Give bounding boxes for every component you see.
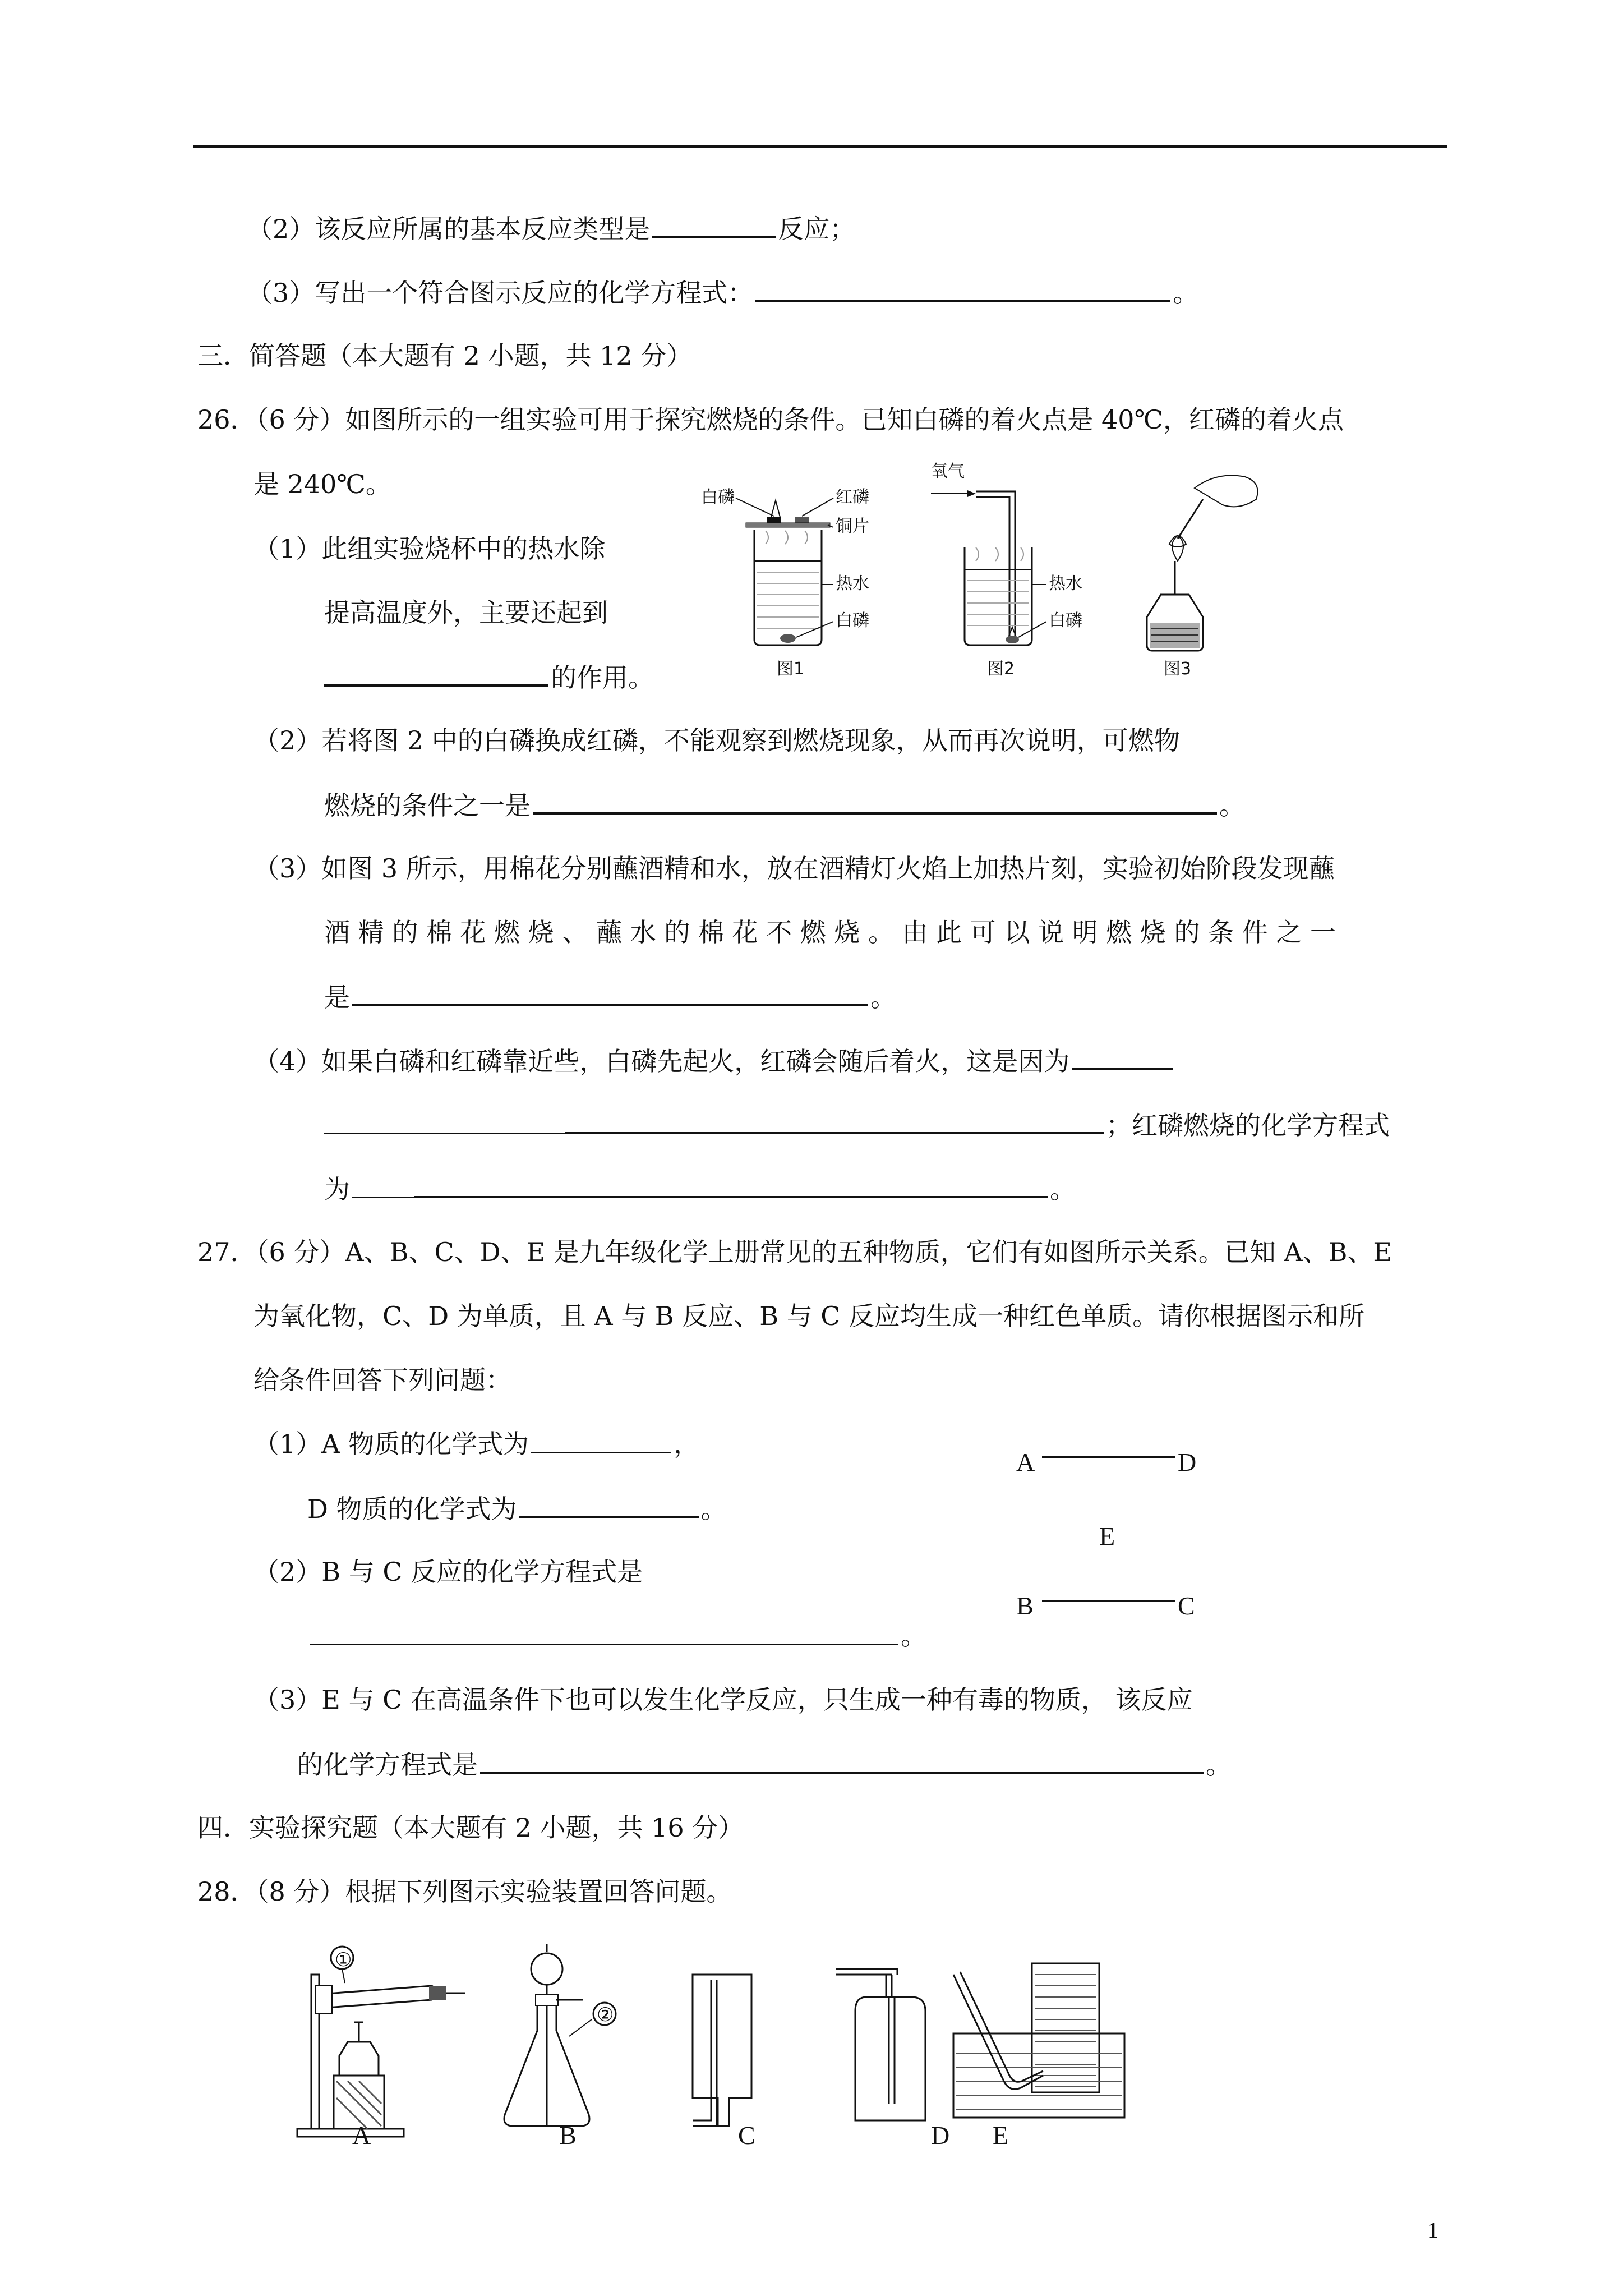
fig2-label-hot-water: 热水 [1049, 574, 1082, 593]
q27-stem-line2: 为氧化物，C、D 为单质，且 A 与 B 反应、B 与 C 反应均生成一种红色单质。请你根据图示和所 [253, 1301, 1365, 1331]
q27-part3-line2: 的化学方程式是 。 [297, 1747, 1232, 1782]
q26-stem-line1: 26．（6 分）如图所示的一组实验可用于探究燃烧的条件。已知白磷的着火点是 40℃，红磷的着火点 [197, 404, 1344, 435]
apparatus-label-a: A [352, 2121, 371, 2148]
apparatus-c [693, 1975, 751, 2126]
fig2-label-white-phosphorus: 白磷 [1049, 611, 1082, 631]
relation-edge-a-d [1042, 1456, 1175, 1458]
q27-stem-line3: 给条件回答下列问题： [253, 1365, 511, 1395]
fig1-label-red-phosphorus: 红磷 [836, 487, 869, 507]
apparatus-b [504, 1944, 616, 2126]
answer-blank[interactable] [1072, 1043, 1173, 1070]
answer-blank[interactable] [565, 1107, 1104, 1134]
apparatus-d [836, 1969, 925, 2120]
figure-2 [931, 462, 1082, 679]
answer-blank[interactable] [531, 1427, 671, 1453]
q26-part2-line2: 燃烧的条件之一是 。 [324, 788, 1245, 822]
answer-blank[interactable] [533, 788, 1217, 815]
fig1-label-white-phosphorus: 白磷 [701, 487, 735, 507]
q26-part2-line1: （2）若将图 2 中的白磷换成红磷，不能观察到燃烧现象，从而再次说明，可燃物 [253, 725, 1180, 756]
q26-part4-line3: 为 。 [324, 1171, 1076, 1206]
q26-stem-line2: 是 240℃。 [253, 469, 391, 499]
q26-part1-line1: （1）此组实验烧杯中的热水除 [253, 533, 606, 564]
page-number: 1 [1427, 2217, 1438, 2243]
figure-3 [1147, 476, 1258, 679]
fig1-label-copper-sheet: 铜片 [836, 517, 869, 536]
q27-part1-line1: （1）A 物质的化学式为 ， [253, 1427, 699, 1461]
fig1-label-white-phosphorus-2: 白磷 [836, 611, 869, 631]
q27-part1-line2: D 物质的化学式为 。 [307, 1491, 727, 1526]
combustion-experiment-figure [701, 454, 1290, 679]
section-heading: 四．实验探究题（本大题有 2 小题，共 16 分） [197, 1812, 744, 1843]
q27-part2-line1: （2）B 与 C 反应的化学方程式是 [253, 1557, 643, 1587]
q25-part3: （3）写出一个符合图示反应的化学方程式： 。 [247, 275, 1198, 310]
answer-blank[interactable] [352, 1172, 414, 1198]
figure-1 [701, 487, 869, 679]
header-rule [193, 145, 1447, 148]
answer-blank[interactable] [324, 1108, 565, 1134]
relation-node-c: C [1178, 1591, 1195, 1620]
lab-apparatus-figure [280, 1941, 1206, 2148]
q26-part1-line2: 提高温度外，主要还起到 [324, 597, 608, 628]
q27-stem-line1: 27．（6 分）A、B、C、D、E 是九年级化学上册常见的五种物质，它们有如图所示关系。已知 A、B、E [197, 1237, 1392, 1267]
answer-blank[interactable] [310, 1619, 898, 1645]
apparatus-label-b: B [559, 2121, 577, 2148]
marker-2: ② [597, 2005, 614, 2026]
relation-node-e: E [1099, 1522, 1115, 1550]
q27-part3-line1: （3）E 与 C 在高温条件下也可以发生化学反应，只生成一种有毒的物质， 该反应 [253, 1685, 1193, 1715]
apparatus-a [297, 1947, 465, 2137]
answer-blank[interactable] [324, 660, 548, 687]
relation-node-b: B [1016, 1591, 1034, 1620]
q26-part3-line1: （3）如图 3 所示，用棉花分别蘸酒精和水，放在酒精灯火焰上加热片刻，实验初始阶段发现蘸 [253, 853, 1335, 884]
apparatus-e [953, 1963, 1124, 2118]
answer-blank[interactable] [414, 1171, 1048, 1198]
answer-blank[interactable] [480, 1747, 1204, 1774]
answer-blank[interactable] [352, 979, 868, 1006]
fig2-caption: 图2 [987, 659, 1015, 679]
relation-node-a: A [1016, 1448, 1035, 1476]
q26-part1-line3: 的作用。 [322, 660, 654, 694]
answer-blank[interactable] [519, 1491, 699, 1518]
q26-part4-line2: ；红磷燃烧的化学方程式 [322, 1107, 1390, 1142]
answer-blank[interactable] [652, 211, 776, 238]
apparatus-label-d: D [931, 2121, 950, 2148]
q27-part2-line2: 。 [307, 1619, 926, 1653]
apparatus-label-c: C [738, 2121, 755, 2148]
fig2-label-oxygen: 氧气 [931, 462, 965, 481]
q26-part3-line2: 酒 精 的 棉 花 燃 烧 、 蘸 水 的 棉 花 不 燃 烧 。 由 此 可 以 说 明 燃 烧 的 条 件 之 一 [324, 917, 1336, 947]
relation-node-d: D [1178, 1448, 1197, 1476]
fig1-caption: 图1 [777, 659, 805, 679]
fig1-label-hot-water: 热水 [836, 574, 869, 593]
q26-part3-line3: 是 。 [324, 979, 896, 1014]
q25-part2: （2）该反应所属的基本反应类型是 反应； [247, 211, 855, 246]
section-heading: 三．简答题（本大题有 2 小题，共 12 分） [197, 341, 693, 371]
answer-blank[interactable] [755, 275, 1170, 302]
relation-edge-b-c [1042, 1600, 1175, 1602]
fig3-caption: 图3 [1164, 659, 1192, 679]
apparatus-label-e: E [993, 2121, 1009, 2148]
q28-stem: 28．（8 分）根据下列图示实验装置回答问题。 [197, 1876, 732, 1907]
q26-part4-line1: （4）如果白磷和红磷靠近些，白磷先起火，红磷会随后着火，这是因为 [253, 1043, 1175, 1078]
marker-1: ① [335, 1950, 352, 1971]
